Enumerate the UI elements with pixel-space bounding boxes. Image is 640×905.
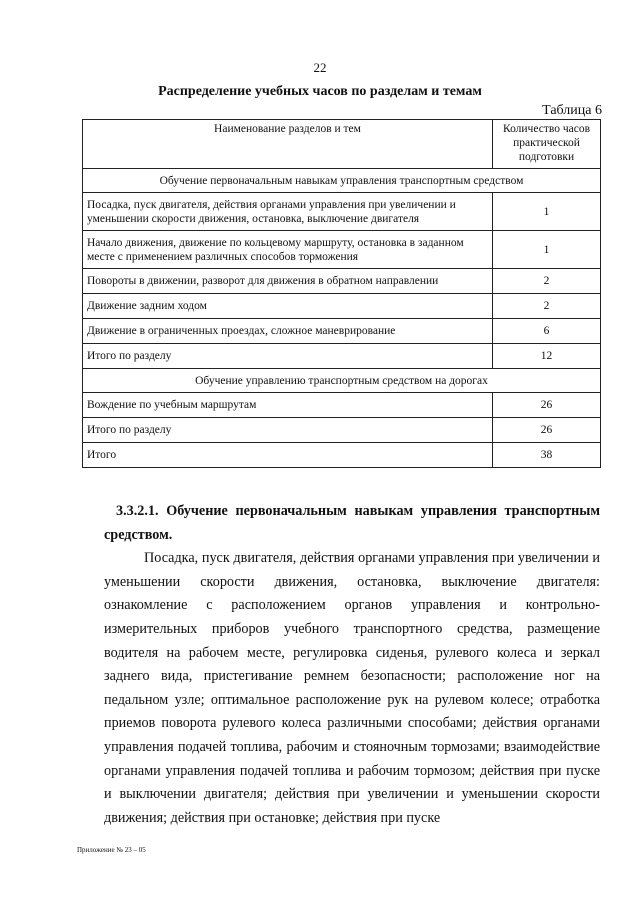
- header-name-cell: Наименование разделов и тем: [83, 120, 493, 169]
- table-row: [83, 418, 601, 443]
- table-row: [83, 443, 601, 468]
- section-title-cell: Обучение управлению транспортным средством на дорогах: [83, 369, 601, 393]
- table-body: [83, 169, 601, 468]
- topic-name-cell: Итого по разделу: [83, 418, 493, 443]
- table-section-row: [83, 169, 601, 193]
- table-row: [83, 269, 601, 294]
- table-row: [83, 193, 601, 231]
- topic-name-cell: Начало движения, движение по кольцевому маршруту, остановка в заданном месте с применением различных способов торможения: [83, 231, 493, 269]
- hours-cell: 2: [493, 294, 601, 319]
- topic-name-cell: Повороты в движении, разворот для движения в обратном направлении: [83, 269, 493, 294]
- topic-name-cell: Движение задним ходом: [83, 294, 493, 319]
- table-section-row: [83, 369, 601, 393]
- section-subheading: 3.3.2.1. Обучение первоначальным навыкам управления транспортным средством.: [104, 503, 600, 543]
- topic-name-cell: Итого по разделу: [83, 344, 493, 369]
- topic-name-cell: Посадка, пуск двигателя, действия органами управления при увеличении и уменьшении скорости движения, остановка, выключение двигателя: [83, 193, 493, 231]
- hours-cell: 26: [493, 393, 601, 418]
- hours-cell: 1: [493, 193, 601, 231]
- body-paragraph: Посадка, пуск двигателя, действия органами управления при увеличении и уменьшении скорости движения, остановка, выключение двигателя: ознакомление с расположением органов управления и контрольно-измерительных приборов учебного транспортного средства, размещение водителя на рабочем месте, регулировка сиденья, рулевого колеса и зеркал заднего вида, пристегивание ремнем безопасности; расположение ног на педальном узле; оптимальное расположение рук на рулевом колесе; отработка приемов поворота рулевого колеса различными способами; действия органами управления подачей топлива, рабочим и стояночным тормозами; взаимодействие органами управления подачей топлива и рабочим тормозом; действия при пуске и выключении двигателя; действия при увеличении и уменьшении скорости движения; действия при остановке; действия при пуске: [104, 550, 600, 826]
- hours-cell: 26: [493, 418, 601, 443]
- topic-name-cell: Вождение по учебным маршрутам: [83, 393, 493, 418]
- table-row: [83, 344, 601, 369]
- section-title-cell: Обучение первоначальным навыкам управления транспортным средством: [83, 169, 601, 193]
- body-text: [104, 500, 600, 830]
- table-label: Таблица 6: [542, 103, 602, 118]
- hours-cell: 1: [493, 231, 601, 269]
- hours-cell: 38: [493, 443, 601, 468]
- hours-cell: 2: [493, 269, 601, 294]
- page-footer: Приложение № 23 – 05: [77, 846, 146, 854]
- table-row: [83, 231, 601, 269]
- hours-cell: 6: [493, 319, 601, 344]
- header-hours-cell: Количество часов практической подготовки: [493, 120, 601, 169]
- hours-cell: 12: [493, 344, 601, 369]
- topic-name-cell: Итого: [83, 443, 493, 468]
- table-row: [83, 393, 601, 418]
- topic-name-cell: Движение в ограниченных проездах, сложное маневрирование: [83, 319, 493, 344]
- table-row: [83, 294, 601, 319]
- page-number: 22: [313, 60, 327, 75]
- table-row: [83, 319, 601, 344]
- table-header-row: [83, 120, 601, 169]
- document-title: Распределение учебных часов по разделам и темам: [158, 84, 482, 99]
- hours-table: [82, 119, 601, 468]
